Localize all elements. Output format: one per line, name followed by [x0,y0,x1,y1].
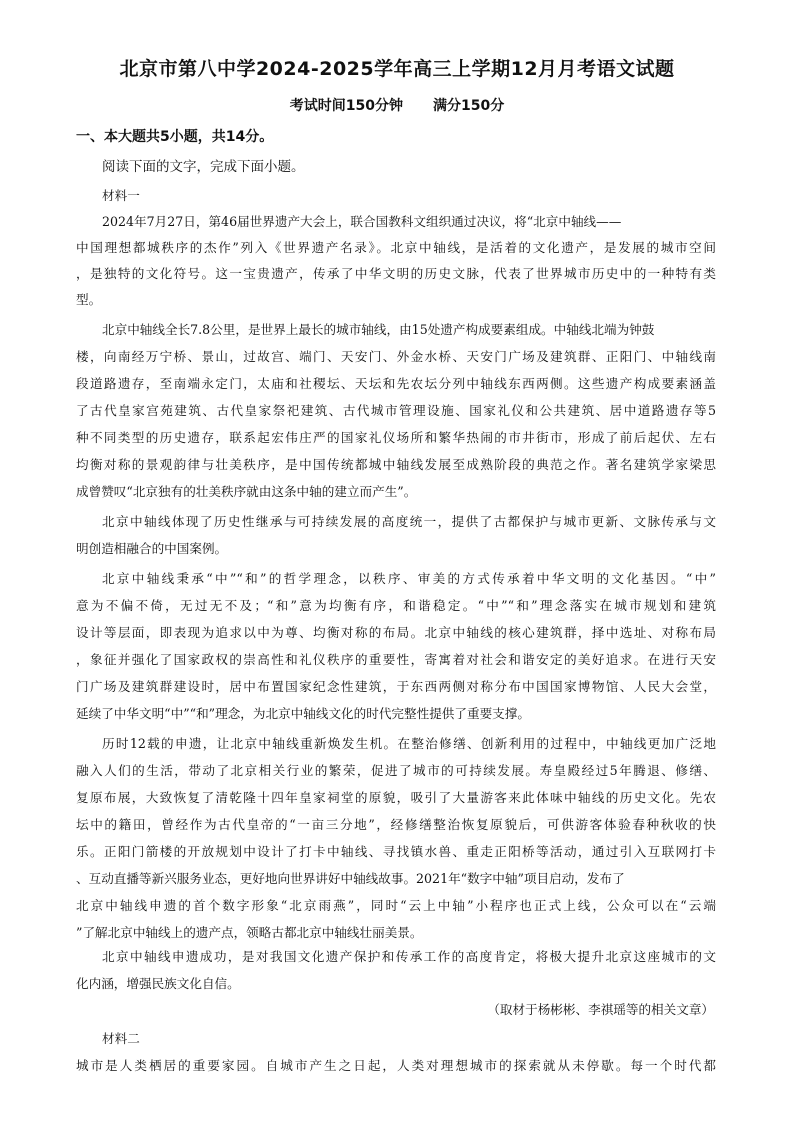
material-1-line: 北京中轴线全长7.8公里，是世界上最长的城市轴线，由15处遗产构成要素组成。中轴线北端为钟鼓 [102,322,655,337]
material-1-line: 坛中的籍田，曾经作为古代皇帝的“一亩三分地”，经修缮整治恢复原貌后，可供游客体验春种秋收的快 [76,817,716,832]
material-1-line: 延续了中华文明“中”“和”理念，为北京中轴线文化的时代完整性提供了重要支撑。 [76,706,530,721]
material-1-line: ”了解北京中轴线上的遗产点，领略古都北京中轴线壮丽美景。 [76,925,423,940]
material-1-line: ，象征并强化了国家政权的崇高性和礼仪秩序的重要性，寄寓着对社会和谐安定的美好追求。在进行天安 [76,652,716,667]
material-1-line: 复原布展，大致恢复了清乾隆十四年皇家祠堂的原貌，吸引了大量游客来此体味中轴线的历史文化。先农 [76,790,716,805]
material-1-line: 成曾赞叹“北京独有的壮美秩序就由这条中轴的建立而产生”。 [76,484,417,499]
material-1-line: 化内涵，增强民族文化自信。 [76,976,240,991]
material-1-line: 北京中轴线体现了历史性继承与可持续发展的高度统一，提供了古都保护与城市更新、文脉传承与文 [102,514,716,529]
material-1-source: （取材于杨彬彬、李祺瑶等的相关文章） [487,1002,714,1017]
exam-subtitle [0,96,794,116]
exam-time-label: 考试时间150分钟 [289,98,403,114]
section-heading: 一、本大题共5小题，共14分。 [76,129,274,145]
material-1-line: 明创造相融合的中国案例。 [76,541,228,556]
material-1-line: 段道路遗存，至南端永定门，太庙和社稷坛、天坛和先农坛分列中轴线东西两侧。这些遗产构成要素涵盖 [76,376,716,391]
exam-score-label: 满分150分 [433,98,505,114]
exam-title: 北京市第八中学2024-2025学年高三上学期12月月考语文试题 [119,58,675,80]
material-1-line: 门广场及建筑群建设时，居中布置国家纪念性建筑，于东西两侧对称分布中国国家博物馆、人民大会堂， [76,679,716,694]
material-1-line: 2024年7月27日，第46届世界遗产大会上，联合国教科文组织通过决议，将“北京中轴线—— [102,214,622,229]
material-1-line: 型。 [76,292,102,307]
material-1-line: 均衡对称的景观韵律与壮美秩序，是中国传统都城中轴线发展至成熟阶段的典范之作。著名建筑学家梁思 [76,457,716,472]
material-1-line: 了古代皇家宫苑建筑、古代皇家祭祀建筑、古代城市管理设施、国家礼仪和公共建筑、居中道路遗存等5 [76,403,716,418]
material-1-line: ，是独特的文化符号。这一宝贵遗产，传承了中华文明的历史文脉，代表了世界城市历史中的一种特有类 [76,266,716,281]
material-1-line: 北京中轴线申遗的首个数字形象“北京雨燕”，同时“云上中轴”小程序也正式上线，公众可以在“云端 [76,898,716,913]
reading-instruction: 阅读下面的文字，完成下面小题。 [102,159,305,175]
material-2-label: 材料二 [102,1031,140,1046]
material-1-line: 种不同类型的历史遗存，联系起宏伟庄严的国家礼仪场所和繁华热闹的市井街市，形成了前后起伏、左右 [76,430,716,445]
material-1-line: 意为不偏不倚，无过无不及；“和”意为均衡有序，和谐稳定。“中”“和”理念落实在城市规划和建筑 [76,598,716,613]
material-1-line: 北京中轴线秉承“中”“和”的哲学理念，以秩序、审美的方式传承着中华文明的文化基因。“中” [102,571,716,586]
material-1-line: 历时12载的申遗，让北京中轴线重新焕发生机。在整治修缮、创新利用的过程中，中轴线更加广泛地 [102,736,716,751]
material-1-label: 材料一 [102,188,140,203]
material-1-line: 设计等层面，即表现为追求以中为尊、均衡对称的布局。北京中轴线的核心建筑群，择中选址、对称布局 [76,625,716,640]
material-1-line: 乐。正阳门箭楼的开放规划中设计了打卡中轴线、寻找镇水兽、重走正阳桥等活动，通过引入互联网打卡 [76,844,716,859]
material-1-line: 中国理想都城秩序的杰作”列入《世界遗产名录》。北京中轴线，是活着的文化遗产，是发展的城市空间 [76,240,716,255]
material-2-line: 城市是人类栖居的重要家园。自城市产生之日起，人类对理想城市的探索就从未停歇。每一个时代都 [76,1058,716,1073]
material-1-line: 、互动直播等新兴服务业态，更好地向世界讲好中轴线故事。2021年“数字中轴”项目启动，发布了 [76,871,625,886]
material-1-line: 融入人们的生活，带动了北京相关行业的繁荣，促进了城市的可持续发展。寿皇殿经过5年腾退、修缮、 [76,763,716,778]
material-1-line: 北京中轴线申遗成功，是对我国文化遗产保护和传承工作的高度肯定，将极大提升北京这座城市的文 [102,949,716,964]
material-1-line: 楼，向南经万宁桥、景山，过故宫、端门、天安门、外金水桥、天安门广场及建筑群、正阳门、中轴线南 [76,349,716,364]
